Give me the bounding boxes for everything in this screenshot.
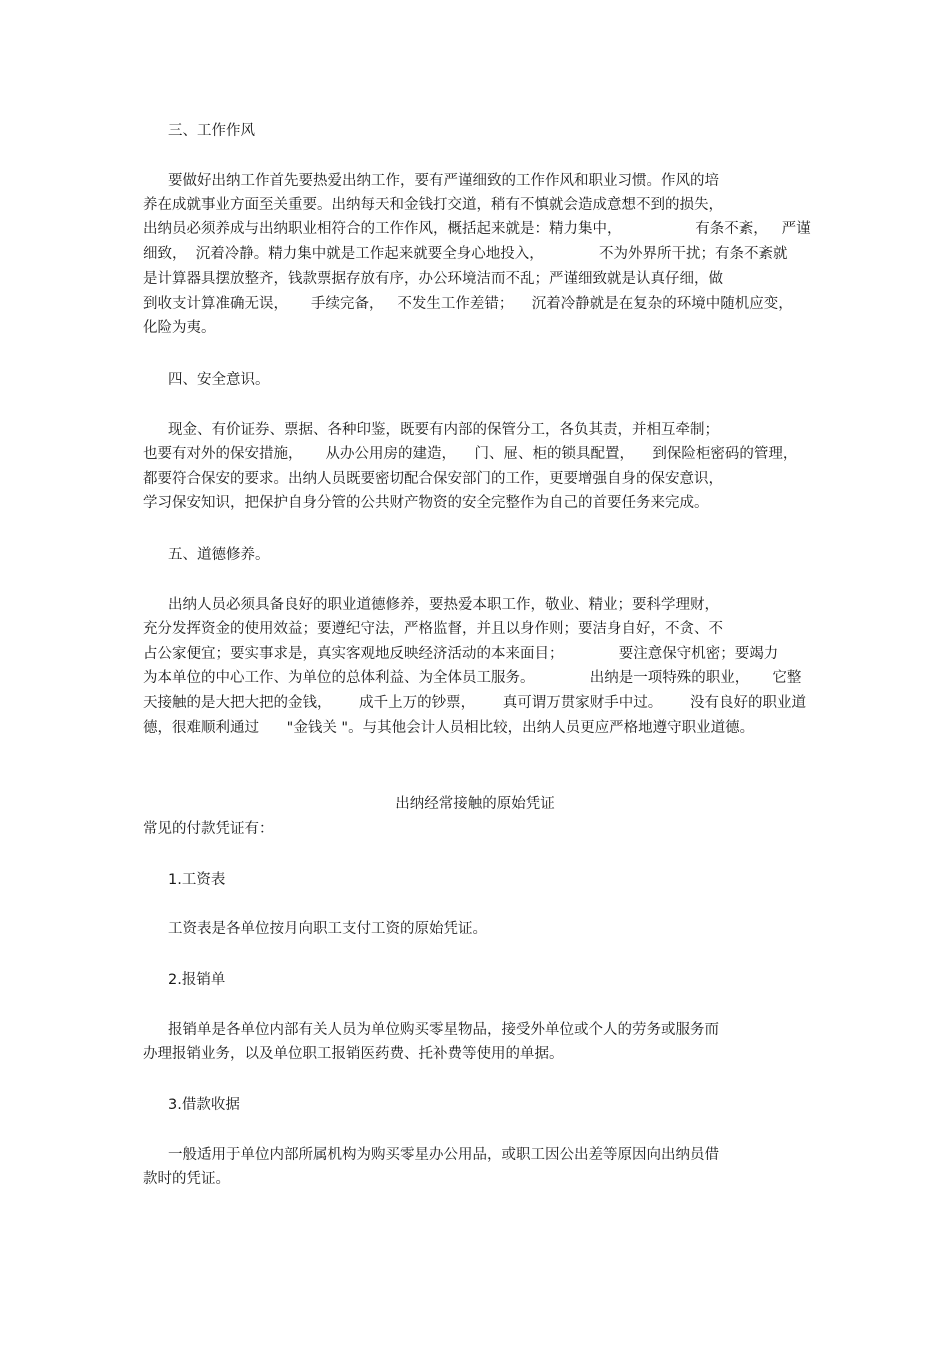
- voucher-heading-reimbursement: 2.报销单: [168, 972, 226, 988]
- paragraph-line: 现金、有价证券、票据、各种印鉴，既要有内部的保管分工，各负其责，并相互牵制；: [168, 422, 719, 438]
- paragraph-line: 也要有对外的保安措施， 从办公用房的建造， 门、屉、柜的锁具配置， 到保险柜密码的管理，: [143, 446, 798, 462]
- paragraph-line: 化险为夷。: [143, 320, 216, 336]
- paragraph-line: 是计算器具摆放整齐，钱款票据存放有序，办公环境洁而不乱；严谨细致就是认真仔细，做: [143, 271, 723, 287]
- section-heading-security: 四、安全意识。: [168, 372, 270, 388]
- paragraph-line: 都要符合保安的要求。出纳人员既要密切配合保安部门的工作，更要增强自身的保安意识，: [143, 471, 723, 487]
- paragraph-line: 款时的凭证。: [143, 1171, 230, 1187]
- paragraph-line: 天接触的是大把大把的金钱， 成千上万的钞票， 真可谓万贯家财手中过。 没有良好的职业道: [143, 695, 806, 711]
- paragraph-line: 出纳员必须养成与出纳职业相符合的工作作风，概括起来就是：精力集中， 有条不紊， 严谨: [143, 221, 811, 237]
- paragraph-line: 养在成就事业方面至关重要。出纳每天和金钱打交道，稍有不慎就会造成意想不到的损失，: [143, 197, 723, 213]
- vouchers-title: 出纳经常接触的原始凭证: [395, 796, 555, 812]
- section-heading-work-style: 三、工作作风: [168, 123, 255, 139]
- voucher-heading-payroll: 1.工资表: [168, 872, 226, 888]
- paragraph-line: 出纳人员必须具备良好的职业道德修养，要热爱本职工作，敬业、精业；要科学理财，: [168, 597, 719, 613]
- vouchers-intro: 常见的付款凭证有：: [143, 821, 274, 837]
- paragraph-line: 细致， 沉着冷静。精力集中就是工作起来就要全身心地投入， 不为外界所干扰；有条不紊就: [143, 246, 788, 262]
- paragraph-line: 学习保安知识，把保护自身分管的公共财产物资的安全完整作为自己的首要任务来完成。: [143, 495, 709, 511]
- paragraph-line: 要做好出纳工作首先要热爱出纳工作，要有严谨细致的工作作风和职业习惯。作风的培: [168, 173, 719, 189]
- section-heading-ethics: 五、道德修养。: [168, 547, 270, 563]
- voucher-heading-loan-receipt: 3.借款收据: [168, 1097, 240, 1113]
- paragraph-line: 占公家便宜；要实事求是，真实客观地反映经济活动的本来面目； 要注意保守机密；要竭力: [143, 646, 779, 662]
- paragraph-line: 报销单是各单位内部有关人员为单位购买零星物品，接受外单位或个人的劳务或服务而: [168, 1022, 719, 1038]
- paragraph-line: 一般适用于单位内部所属机构为购买零星办公用品，或职工因公出差等原因向出纳员借: [168, 1147, 719, 1163]
- paragraph-line: 充分发挥资金的使用效益；要遵纪守法，严格监督，并且以身作则；要洁身自好，不贪、不: [143, 621, 723, 637]
- paragraph-line: 办理报销业务，以及单位职工报销医药费、托补费等使用的单据。: [143, 1046, 564, 1062]
- paragraph-line: 到收支计算准确无误， 手续完备， 不发生工作差错； 沉着冷静就是在复杂的环境中随机应变，: [143, 296, 793, 312]
- paragraph-line: 德，很难顺利通过 "金钱关 "。与其他会计人员相比较，出纳人员更应严格地遵守职业道德。: [143, 720, 755, 736]
- paragraph-line: 工资表是各单位按月向职工支付工资的原始凭证。: [168, 921, 487, 937]
- paragraph-line: 为本单位的中心工作、为单位的总体利益、为全体员工服务。 出纳是一项特殊的职业， 它整: [143, 670, 802, 686]
